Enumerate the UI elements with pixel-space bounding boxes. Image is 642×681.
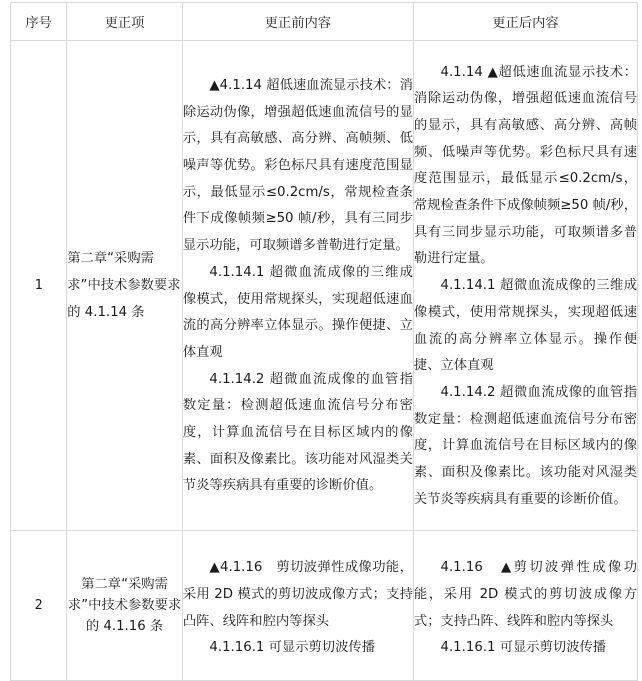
header-after: 更正后内容: [413, 3, 637, 41]
paragraph: ▲4.1.16 剪切波弹性成像功能，采用 2D 模式的剪切波成像方式；支持凸阵、线阵和腔内等探头: [182, 560, 413, 629]
row-after-content: [413, 531, 637, 681]
row-before-content: [182, 41, 413, 531]
row-index: 2: [11, 531, 67, 681]
paragraph: 4.1.14 ▲超低速血流显示技术：消除运动伪像，增强超低速血流信号的显示，具有高敏感、高分辨、高帧频、低噪声等优势。彩色标尺具有速度范围显示，最低显示≤0.2cm/s，常规检查条件下成像帧频≥50 帧/秒，具有三同步显示功能，可取频谱多普勒进行定量。: [413, 64, 637, 267]
paragraph: 4.1.16.1 可显示剪切波传播: [440, 640, 607, 656]
correction-table: [10, 2, 638, 681]
paragraph: ▲4.1.14 超低速血流显示技术：消除运动伪像，增强超低速血流信号的显示，具有高敏感、高分辨、高帧频、低噪声等优势。彩色标尺具有速度范围显示，最低显示≤0.2cm/s，常规检查条件下成像帧频≥50 帧/秒，具有三同步显示功能，可取频谱多普勒进行定量。: [182, 77, 413, 254]
row-after-content: [413, 41, 637, 531]
table-row: [11, 531, 638, 681]
paragraph: 4.1.16.1 可显示剪切波传播: [209, 640, 375, 656]
row-index: 1: [11, 41, 67, 531]
header-index: 序号: [11, 3, 67, 41]
paragraph: 4.1.14.2 超微血流成像的血管指数定量：检测超低速血流信号分布密度，计算血流信号在目标区域内的像素、面积及像素比。该功能对风湿类关节炎等疾病具有重要的诊断价值。: [413, 384, 637, 507]
paragraph: 4.1.14.2 超微血流成像的血管指数定量：检测超低速血流信号分布密度，计算血流信号在目标区域内的像素、面积及像素比。该功能对风湿类关节炎等疾病具有重要的诊断价值。: [182, 371, 413, 494]
header-item: 更正项: [67, 3, 183, 41]
row-before-content: [182, 531, 413, 681]
paragraph: 4.1.14.1 超微血流成像的三维成像模式，使用常规探头，实现超低速血流的高分辨率立体显示。操作便捷、立体直观: [413, 278, 637, 374]
paragraph: 4.1.14.1 超微血流成像的三维成像模式，使用常规探头，实现超低速血流的高分辨率立体显示。操作便捷、立体直观: [182, 264, 413, 360]
header-before: 更正前内容: [182, 3, 413, 41]
row-item: 第二章“采购需求”中技术参数要求的 4.1.16 条: [67, 531, 183, 681]
paragraph: 4.1.16 ▲剪切波弹性成像功能，采用 2D 模式的剪切波成像方式；支持凸阵、线阵和腔内等探头: [413, 560, 637, 629]
header-row: [11, 3, 638, 41]
table-row: [11, 41, 638, 531]
row-item: 第二章“采购需求”中技术参数要求的 4.1.14 条: [67, 41, 183, 531]
